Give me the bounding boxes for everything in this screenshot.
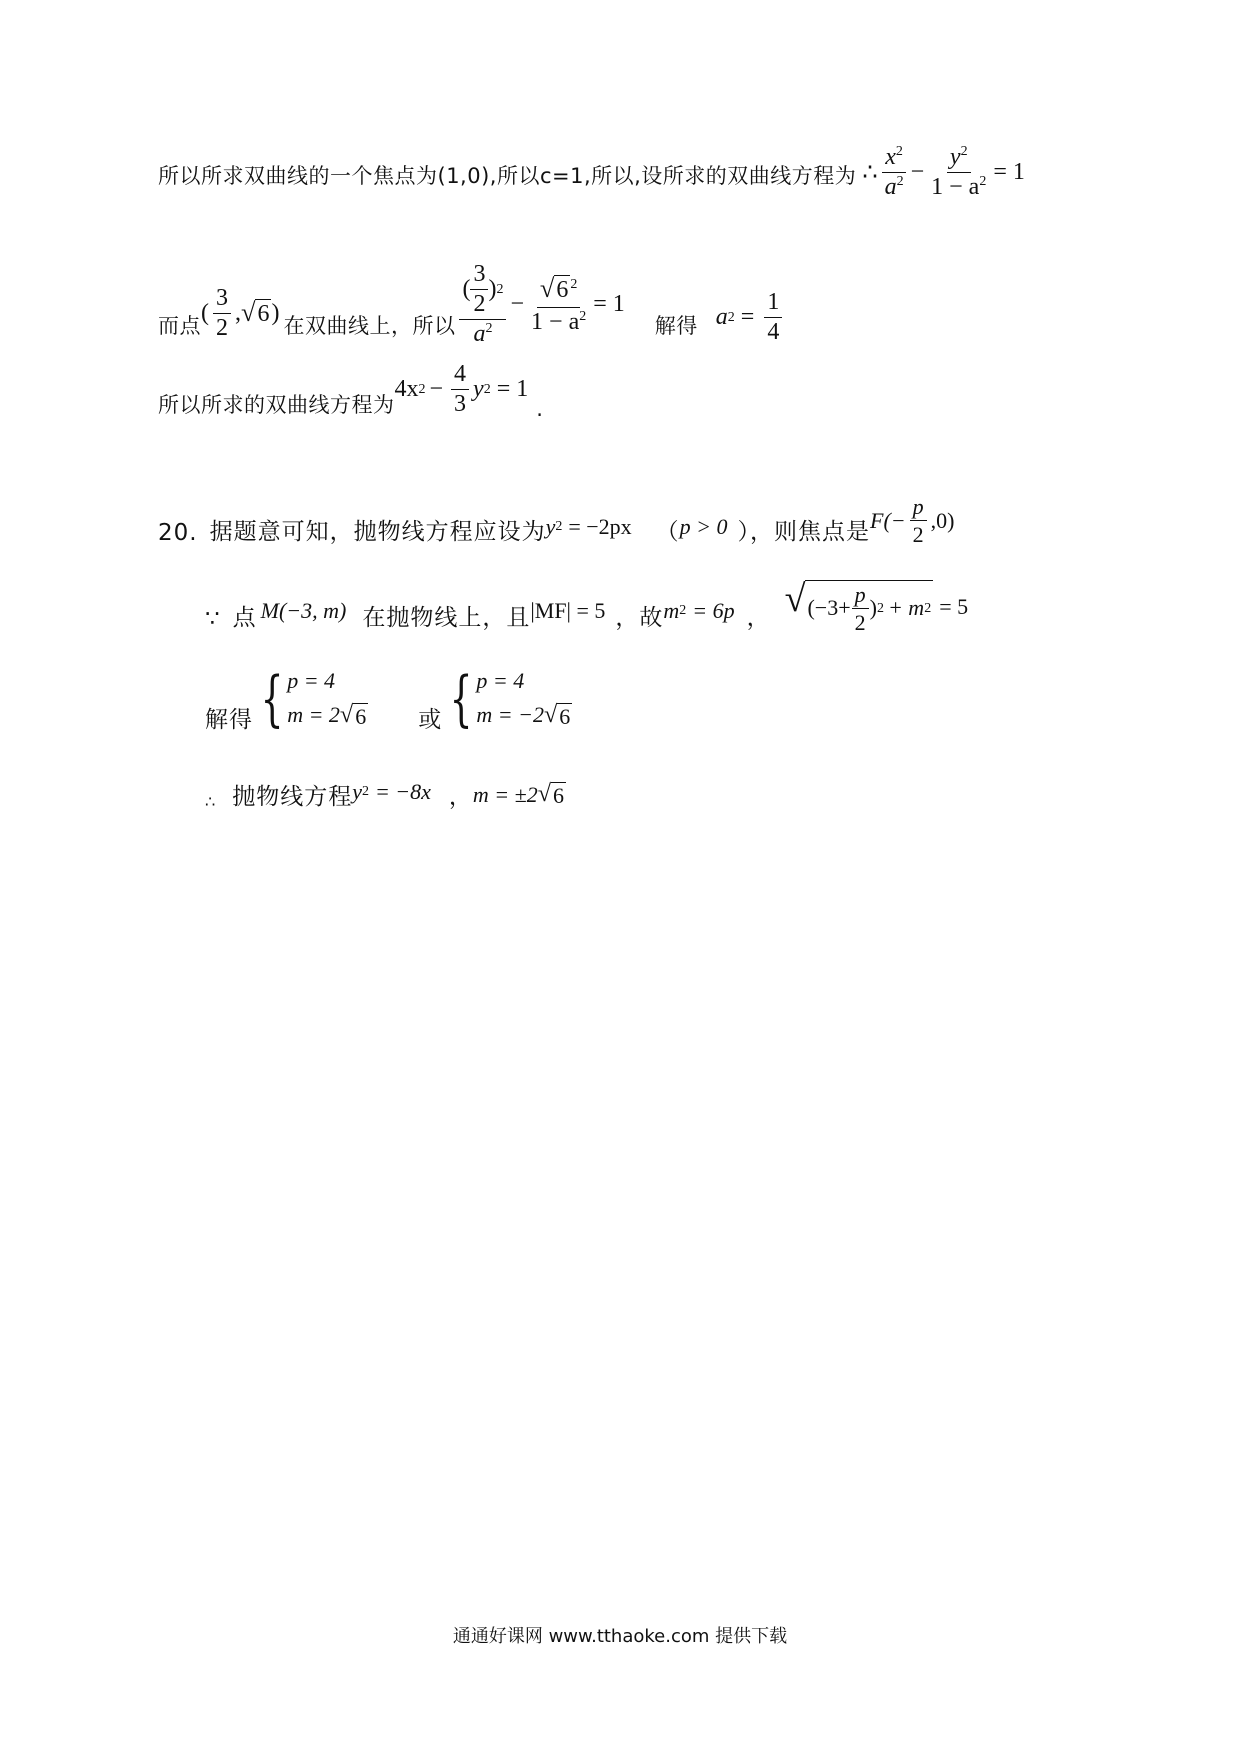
text-and-point: 而点 xyxy=(158,313,201,338)
text-on-hyperbola: 在双曲线上，所以 xyxy=(283,313,456,338)
formula-hyperbola-general: ∴ $\frac{x^2}{a^2}$ − $\frac{y^2}{1 - a^2}$ = 1 xyxy=(862,144,1025,201)
formula-point: ( $\frac{3}{2}$ , √ 6 ) xyxy=(201,285,280,342)
formula-focus: F(− $\frac{p}{2}$ ,0) xyxy=(870,494,955,548)
formula-parabola-final: y 2 = −8x xyxy=(352,779,431,804)
problem-number: 20. xyxy=(158,520,198,547)
text-solve: 解得 xyxy=(654,313,698,338)
line-parabola-final: ∴ 抛物线方程 y 2 = −8x ， m = ±2 √ 6 xyxy=(205,778,566,815)
text-focus-is: ），则焦点是 xyxy=(737,519,871,546)
line-point-M: ∵ 点 M(−3, m) 在抛物线上，且 |MF| = 5 ，故 m 2 = 6p ， √ (−3+ $\frac{p}{2}$ ) 2 + m 2 = 5 xyxy=(205,578,969,636)
line-point-substitution xyxy=(158,261,786,348)
fraction-y2-1-a2: $\frac{y^2}{1 - a^2}$ xyxy=(931,144,987,201)
formula-distance-root: √ (−3+ $\frac{p}{2}$ ) 2 + m 2 = 5 xyxy=(784,578,969,636)
formula-m-squared: m 2 = 6p xyxy=(663,598,735,624)
therefore-symbol-2: ∴ xyxy=(205,792,217,811)
text-on-parabola: 在抛物线上，且 xyxy=(362,605,531,632)
formula-p-positive: p > 0 xyxy=(679,514,728,540)
formula-hyperbola-final: 4x 2 − $\frac{4}{3}$ y 2 = 1 xyxy=(394,361,529,418)
because-symbol: ∵ xyxy=(205,606,221,633)
formula-MF: |MF| = 5 xyxy=(530,598,606,624)
line-focus-setup xyxy=(158,144,1025,201)
therefore-symbol: ∴ xyxy=(862,160,878,187)
formula-m-value: m = ±2 √ 6 xyxy=(472,779,565,808)
text-final-hyperbola: 所以所求的双曲线方程为 xyxy=(158,393,395,418)
formula-point-M: M(−3, m) xyxy=(260,598,347,624)
text-focus-setup: 所以所求双曲线的一个焦点为(1,0),所以c=1,所以,设所求的双曲线方程为 xyxy=(158,164,857,189)
text-solve-2: 解得 xyxy=(205,707,253,734)
text-or: 或 xyxy=(418,707,443,734)
fraction-sqrt6-squared: √ 6 $^2$ $1 - a^2$ xyxy=(531,272,587,335)
system-solution-2: { p = 4 m = −2 √ 6 xyxy=(449,664,571,735)
text-parabola-setup: 据题意可知，抛物线方程应设为 xyxy=(209,519,546,546)
line-hyperbola-final: 所以所求的双曲线方程为 4x 2 − $\frac{4}{3}$ y 2 = 1 . xyxy=(158,361,544,422)
formula-a-squared: a 2 = $\frac{1}{4}$ xyxy=(716,290,787,345)
fraction-x2-a2: $\frac{x^2}{a^2}$ xyxy=(882,145,907,200)
footer-source: 通通好课网 www.tthaoke.com 提供下载 xyxy=(452,1626,788,1647)
line-solutions xyxy=(205,664,572,735)
system-solution-1: { p = 4 m = 2 √ 6 xyxy=(260,664,367,735)
line-problem-20: 20. 据题意可知，抛物线方程应设为 y 2 = −2px （ p > 0 ），则焦点是 F(− $\frac{p}{2}$ ,0) xyxy=(158,495,954,550)
formula-parabola-general: y 2 = −2px xyxy=(545,514,632,540)
formula-substitution: ( $\frac{3}{2}$ ) 2 $a^2$ − √ 6 $^2$ $1 - a^2$ = 1 xyxy=(455,262,624,348)
fraction-three-halves-squared: ( $\frac{3}{2}$ ) 2 $a^2$ xyxy=(459,262,506,348)
text-parabola-equation: 抛物线方程 xyxy=(232,784,353,810)
